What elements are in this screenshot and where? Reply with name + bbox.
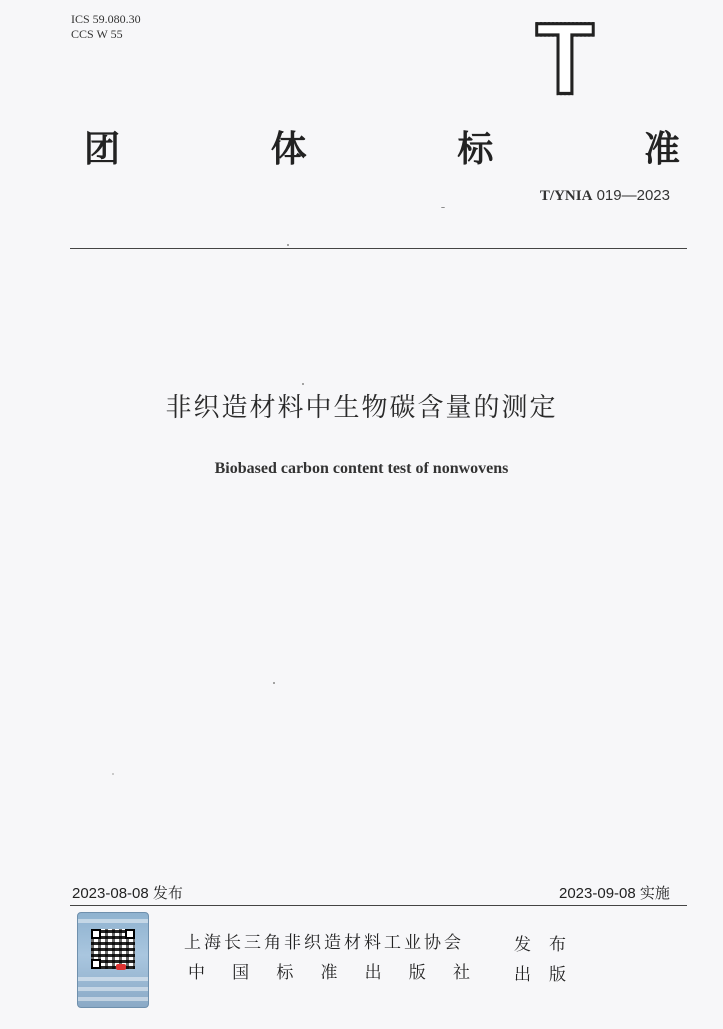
publish-role [514, 960, 566, 985]
role-char: 版 [549, 965, 566, 985]
ccs-code: CCS W 55 [71, 27, 123, 41]
scan-speck [302, 383, 304, 385]
category-char: 团 [84, 129, 121, 170]
role-char: 出 [514, 965, 531, 985]
qr-code-icon [91, 929, 135, 969]
scan-speck [273, 682, 275, 684]
category-char: 标 [457, 129, 494, 170]
implement-date: 2023-09-08 实施 [559, 885, 670, 902]
role-char: 发 [514, 935, 531, 955]
standard-type-mark [535, 3, 595, 116]
press-char: 出 [364, 963, 382, 983]
publishing-press [188, 958, 470, 983]
publish-date: 2023-08-08 发布 [72, 885, 183, 902]
standard-category-heading [84, 128, 680, 172]
document-title-english: Biobased carbon content test of nonwovens [214, 460, 509, 477]
category-char: 准 [643, 129, 680, 170]
ics-code: ICS 59.080.30 [71, 12, 141, 26]
scan-speck [287, 244, 289, 246]
issuing-organization: 上海长三角非织造材料工业协会 [184, 933, 464, 953]
scan-speck [441, 207, 445, 208]
press-char: 准 [320, 963, 338, 983]
standard-prefix: T/YNIA [539, 188, 593, 204]
bottom-divider [70, 905, 687, 906]
classification-codes [71, 12, 141, 42]
press-char: 版 [408, 963, 426, 983]
role-char: 布 [549, 935, 566, 955]
top-divider [70, 248, 687, 249]
press-char: 国 [232, 963, 250, 983]
press-char: 标 [276, 963, 294, 983]
category-char: 体 [270, 129, 307, 170]
document-title-chinese: 非织造材料中生物碳含量的测定 [165, 393, 558, 423]
standard-number [480, 186, 670, 205]
press-char: 社 [452, 963, 470, 983]
scan-speck [112, 773, 114, 775]
anti-counterfeit-qr-label-icon [77, 912, 149, 1008]
issue-role [514, 930, 566, 955]
standard-number-value: 019—2023 [592, 187, 670, 204]
press-char: 中 [188, 963, 205, 983]
type-letter: T [535, 3, 595, 116]
